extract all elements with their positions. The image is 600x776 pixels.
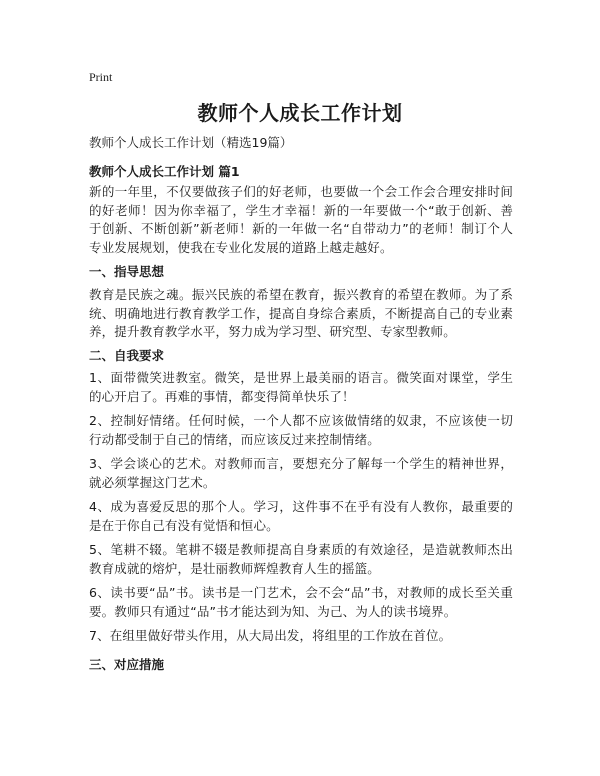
requirement-item-4: 4、成为喜爱反思的那个人。学习，这件事不在乎有没有人教你，最重要的是在于你自己有没有觉悟和恒心。 xyxy=(89,499,513,533)
requirement-item-7: 7、在组里做好带头作用，从大局出发，将组里的工作放在首位。 xyxy=(89,628,452,643)
print-link[interactable]: Print xyxy=(89,70,113,84)
requirement-item-6: 6、读书要“品”书。读书是一门艺术，会不会“品”书，对教师的成长至关重要。教师只有通过“品”书才能达到为知、为己、为人的读书境界。 xyxy=(89,585,513,619)
requirement-item-2: 2、控制好情绪。任何时候，一个人都不应该做情绪的奴隶，不应该使一切行动都受制于自己的情绪，而应该反过来控制情绪。 xyxy=(89,413,513,447)
guiding-paragraph: 教育是民族之魂。振兴民族的希望在教育，振兴教育的希望在教师。为了系统、明确地进行教育教学工作，提高自身综合素质，不断提高自己的专业素养，提升教育教学水平，努力成为学习型、研究型、专家型教师。 xyxy=(89,287,513,339)
page-title: 教师个人成长工作计划 xyxy=(197,101,403,125)
heading-guiding-thought: 一、指导思想 xyxy=(89,264,165,279)
requirement-item-1: 1、面带微笑进教室。微笑，是世界上最美丽的语言。微笑面对课堂，学生的心开启了。再难的事情，都变得简单快乐了！ xyxy=(89,370,513,404)
requirement-item-3: 3、学会谈心的艺术。对教师而言，要想充分了解每一个学生的精神世界，就必须掌握这门艺术。 xyxy=(89,456,513,490)
heading-countermeasures: 三、对应措施 xyxy=(89,657,165,672)
document-subtitle: 教师个人成长工作计划（精选19篇） xyxy=(89,135,293,150)
requirement-item-5: 5、笔耕不辍。笔耕不辍是教师提高自身素质的有效途径，是造就教师杰出教育成就的熔炉，是壮丽教师辉煌教育人生的摇篮。 xyxy=(89,542,513,576)
section-title: 教师个人成长工作计划 篇1 xyxy=(89,164,240,179)
intro-paragraph: 新的一年里，不仅要做孩子们的好老师，也要做一个会工作会合理安排时间的好老师！因为你幸福了，学生才幸福！新的一年要做一个“敢于创新、善于创新、不断创新”新老师！新的一年做一名“自带动力”的老师！制订个人专业发展规划，使我在专业化发展的道路上越走越好。 xyxy=(89,184,513,255)
heading-self-requirements: 二、自我要求 xyxy=(89,348,165,363)
